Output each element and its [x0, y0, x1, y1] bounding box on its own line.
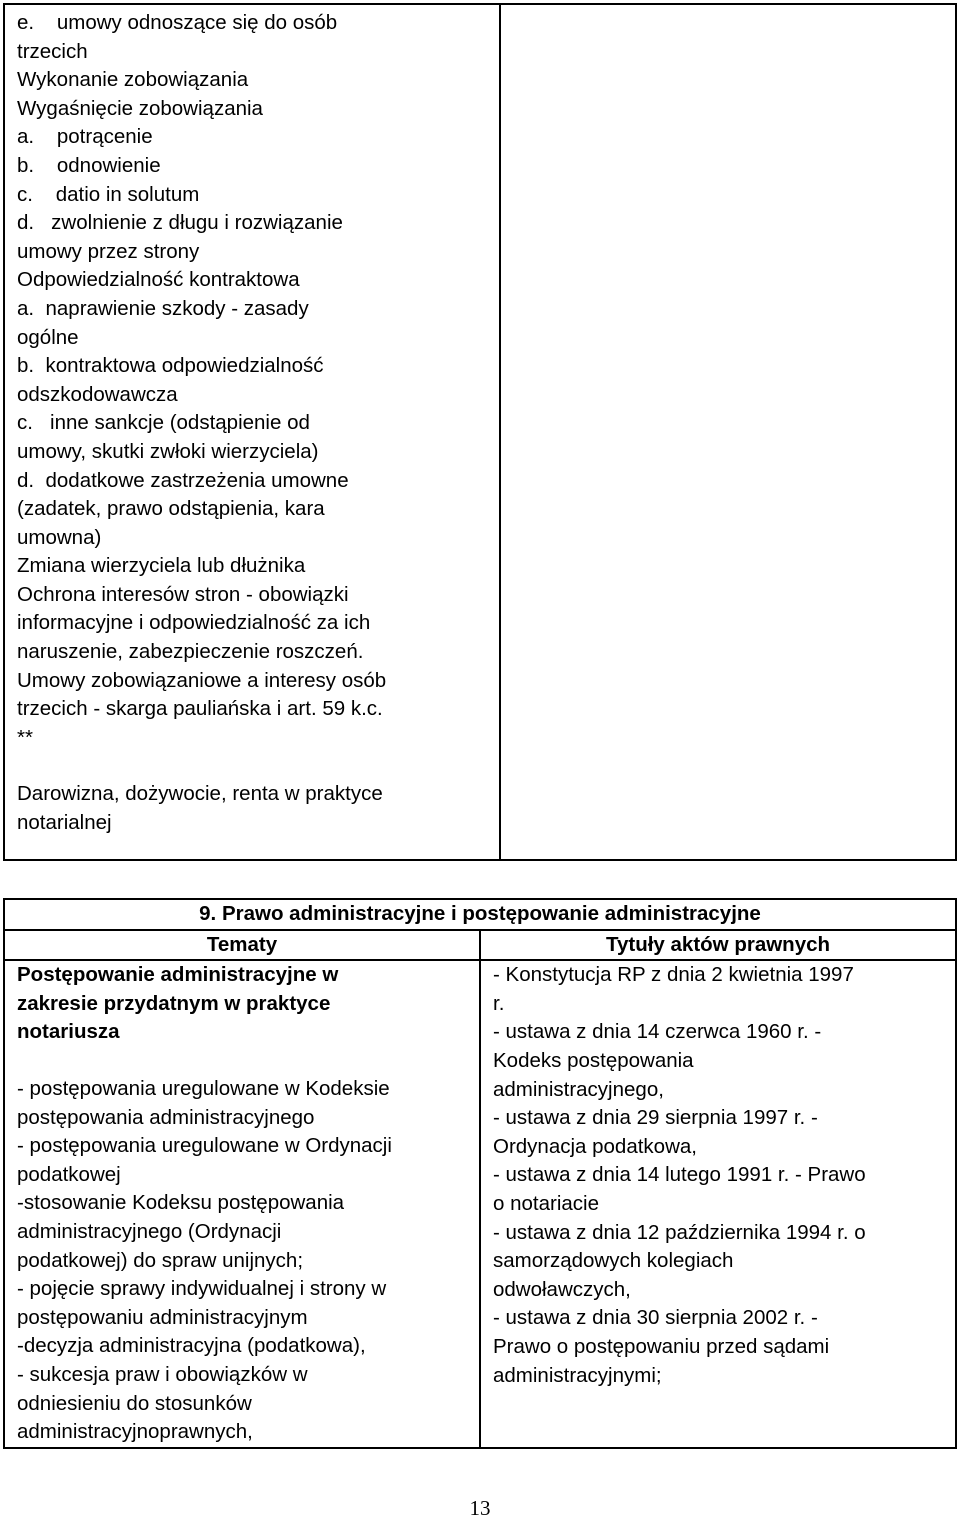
act-line: - Konstytucja RP z dnia 2 kwietnia 1997: [493, 963, 854, 987]
topics-cell: [4, 960, 480, 1448]
topics-list: [17, 1075, 473, 1447]
act-line: odwoławczych,: [493, 1277, 631, 1301]
act-line: Kodeks postępowania: [493, 1048, 694, 1072]
topic-line: administracyjnego (Ordynacji: [17, 1219, 282, 1243]
topic-line: - pojęcie sprawy indywidualnej i strony w: [17, 1277, 387, 1301]
topic-line: a. naprawienie szkody - zasady: [17, 296, 309, 320]
act-line: - ustawa z dnia 29 sierpnia 1997 r. -: [493, 1106, 818, 1130]
topics-list: [17, 9, 493, 752]
topic-line: umowy przez strony: [17, 239, 200, 263]
topic-line: **: [17, 725, 33, 749]
topic-line: trzecich: [17, 39, 88, 63]
topic-heading-line: zakresie przydatnym w praktyce: [17, 991, 331, 1015]
topic-line: -decyzja administracyjna (podatkowa),: [17, 1334, 366, 1358]
act-line: - ustawa z dnia 12 października 1994 r. o: [493, 1220, 866, 1244]
topic-line: Darowizna, dożywocie, renta w praktyce: [17, 782, 383, 806]
topic-line: Ochrona interesów stron - obowiązki: [17, 582, 349, 606]
topic-line: c. datio in solutum: [17, 182, 200, 206]
column-header-acts: Tytuły aktów prawnych: [480, 930, 956, 961]
topic-line: informacyjne i odpowiedzialność za ich: [17, 611, 371, 635]
topic-line: postępowaniu administracyjnym: [17, 1305, 308, 1329]
act-line: Prawo o postępowaniu przed sądami: [493, 1334, 830, 1358]
act-line: Ordynacja podatkowa,: [493, 1134, 697, 1158]
topic-line: a. potrącenie: [17, 125, 153, 149]
topic-line: Wygaśnięcie zobowiązania: [17, 96, 263, 120]
act-line: administracyjnego,: [493, 1077, 664, 1101]
topic-line: d. dodatkowe zastrzeżenia umowne: [17, 468, 349, 492]
topic-line: Zmiana wierzyciela lub dłużnika: [17, 554, 306, 578]
topic-line: administracyjnoprawnych,: [17, 1420, 253, 1444]
page-number: 13: [469, 1496, 491, 1520]
topic-line: Odpowiedzialność kontraktowa: [17, 268, 300, 292]
act-line: samorządowych kolegiach: [493, 1249, 734, 1273]
spacer: [17, 1047, 473, 1075]
topic-line: umowy, skutki zwłoki wierzyciela): [17, 439, 319, 463]
act-line: r.: [493, 991, 505, 1015]
top-table: [3, 3, 957, 861]
topic-line: Umowy zobowiązaniowe a interesy osób: [17, 668, 387, 692]
act-line: - ustawa z dnia 14 lutego 1991 r. - Prawo: [493, 1163, 866, 1187]
topic-line: (zadatek, prawo odstąpienia, kara: [17, 497, 325, 521]
topic-line: - sukcesja praw i obowiązków w: [17, 1362, 308, 1386]
topic-line: c. inne sankcje (odstąpienie od: [17, 411, 310, 435]
topic-line: b. odnowienie: [17, 153, 161, 177]
topic-line: podatkowej) do spraw unijnych;: [17, 1248, 304, 1272]
topic-line: odszkodowawcza: [17, 382, 178, 406]
topic-line: odniesieniu do stosunków: [17, 1391, 252, 1415]
topic-line: -stosowanie Kodeksu postępowania: [17, 1191, 345, 1215]
topic-line: Wykonanie zobowiązania: [17, 68, 249, 92]
column-header-topics: Tematy: [4, 930, 480, 961]
topic-line: trzecich - skarga pauliańska i art. 59 k.c.: [17, 697, 383, 721]
act-line: o notariacie: [493, 1191, 599, 1215]
topic-line: b. kontraktowa odpowiedzialność: [17, 354, 324, 378]
act-line: - ustawa z dnia 14 czerwca 1960 r. -: [493, 1020, 822, 1044]
acts-cell: [480, 960, 956, 1448]
topic-line: notarialnej: [17, 811, 112, 835]
topic-line: ogólne: [17, 325, 79, 349]
topic-heading-line: notariusza: [17, 1020, 120, 1044]
act-line: - ustawa z dnia 30 sierpnia 2002 r. -: [493, 1306, 818, 1330]
topic-line: podatkowej: [17, 1162, 121, 1186]
top-right-cell: [500, 4, 956, 860]
acts-list: [493, 961, 949, 1390]
topic-heading-line: Postępowanie administracyjne w: [17, 963, 339, 987]
topics-footer: [17, 780, 493, 837]
topic-line: - postępowania uregulowane w Ordynacji: [17, 1134, 392, 1158]
topic-line: naruszenie, zabezpieczenie roszczeń.: [17, 640, 364, 664]
section-title: 9. Prawo administracyjne i postępowanie administracyjne: [4, 899, 956, 930]
act-line: administracyjnymi;: [493, 1363, 662, 1387]
topics-heading: [17, 961, 473, 1047]
topic-line: - postępowania uregulowane w Kodeksie: [17, 1076, 390, 1100]
topic-line: postępowania administracyjnego: [17, 1105, 315, 1129]
topic-line: d. zwolnienie z długu i rozwiązanie: [17, 211, 343, 235]
spacer: [17, 752, 493, 780]
top-left-cell: [4, 4, 500, 860]
section-table: [3, 898, 957, 1449]
topic-line: umowna): [17, 525, 102, 549]
topic-line: e. umowy odnoszące się do osób: [17, 11, 338, 34]
